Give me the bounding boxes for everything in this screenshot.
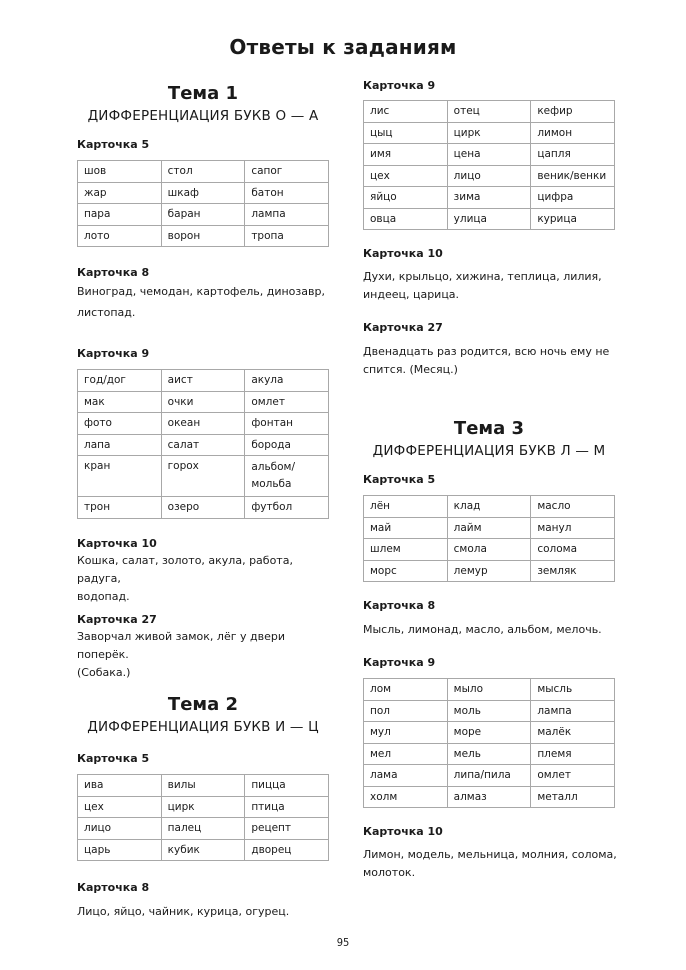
table-cell: борода: [245, 434, 329, 456]
t1-card10-text: [77, 552, 337, 606]
table-cell: холм: [364, 786, 448, 808]
table-row: [364, 539, 615, 561]
table-row: [78, 434, 329, 456]
text-line: Заворчал живой замок, лёг у двери поперёк.: [77, 630, 285, 661]
t2-card8-text: Лицо, яйцо, чайник, курица, огурец.: [77, 905, 290, 918]
table-row: [364, 722, 615, 744]
table-cell: море: [447, 722, 531, 744]
table-cell: алмаз: [447, 786, 531, 808]
table-row: [78, 370, 329, 392]
t3-card9-table: [363, 678, 615, 808]
table-cell: мел: [364, 743, 448, 765]
topic-2-title: Тема 2: [167, 694, 239, 715]
table-cell: тропа: [245, 225, 329, 247]
table-cell: [245, 456, 329, 497]
cell-line: мольба: [251, 478, 292, 490]
table-cell: цирк: [447, 122, 531, 144]
table-cell: лимон: [531, 122, 615, 144]
table-row: [78, 182, 329, 204]
cell-line: альбом/: [251, 461, 296, 473]
t2-card10-heading: Карточка 10: [363, 247, 443, 260]
table-cell: цена: [447, 144, 531, 166]
t1-card9-table: [77, 369, 329, 519]
table-cell: лапа: [78, 434, 162, 456]
text-line: Лимон, модель, мельница, молния, солома,: [363, 848, 617, 861]
table-cell: лампа: [531, 700, 615, 722]
table-cell: веник/венки: [531, 165, 615, 187]
table-cell: рецепт: [245, 818, 329, 840]
page-number: 95: [336, 936, 350, 949]
table-cell: имя: [364, 144, 448, 166]
table-cell: царь: [78, 839, 162, 861]
table-row: [78, 204, 329, 226]
table-cell: лис: [364, 101, 448, 123]
table-cell: шлем: [364, 539, 448, 561]
text-line: (Собака.): [77, 666, 131, 679]
table-cell: морс: [364, 560, 448, 582]
table-row: [364, 743, 615, 765]
t3-card9-heading: Карточка 9: [363, 656, 436, 669]
table-cell: трон: [78, 497, 162, 519]
t3-card5-table: [363, 495, 615, 582]
table-cell: отец: [447, 101, 531, 123]
table-cell: малёк: [531, 722, 615, 744]
t3-card5-heading: Карточка 5: [363, 473, 436, 486]
t2-card8-heading: Карточка 8: [77, 881, 150, 894]
table-cell: овца: [364, 208, 448, 230]
page-title: Ответы к заданиям: [229, 35, 457, 59]
topic-2-subtitle: ДИФФЕРЕНЦИАЦИЯ БУКВ И — Ц: [87, 719, 319, 735]
table-cell: мул: [364, 722, 448, 744]
table-cell: цапля: [531, 144, 615, 166]
table-cell: кубик: [161, 839, 245, 861]
table-row: [364, 496, 615, 518]
text-line: индеец, царица.: [363, 288, 460, 301]
table-row: [78, 775, 329, 797]
table-cell: акула: [245, 370, 329, 392]
table-cell: дворец: [245, 839, 329, 861]
table-cell: пара: [78, 204, 162, 226]
t3-card8-text: Мысль, лимонад, масло, альбом, мелочь.: [363, 623, 602, 636]
topic-1-header: [77, 83, 329, 125]
table-cell: цех: [78, 796, 162, 818]
table-cell: масло: [531, 496, 615, 518]
table-row: [364, 786, 615, 808]
table-row: [364, 187, 615, 209]
t2-card5-table: [77, 774, 329, 861]
table-cell: курица: [531, 208, 615, 230]
table-row: [364, 517, 615, 539]
table-cell: солома: [531, 539, 615, 561]
table-row: [364, 560, 615, 582]
table-row: [364, 144, 615, 166]
table-row: [78, 391, 329, 413]
table-cell: баран: [161, 204, 245, 226]
table-row: [364, 165, 615, 187]
table-cell: земляк: [531, 560, 615, 582]
t2-card10-text: [363, 268, 623, 304]
table-cell: лама: [364, 765, 448, 787]
table-row: [364, 208, 615, 230]
table-cell: лото: [78, 225, 162, 247]
topic-1-subtitle: ДИФФЕРЕНЦИАЦИЯ БУКВ О — А: [87, 108, 319, 124]
table-cell: племя: [531, 743, 615, 765]
table-cell: яйцо: [364, 187, 448, 209]
table-cell: липа/пила: [447, 765, 531, 787]
t1-card8-text: [77, 283, 337, 322]
table-cell: шов: [78, 161, 162, 183]
table-cell: лицо: [78, 818, 162, 840]
table-cell: смола: [447, 539, 531, 561]
table-row: [364, 765, 615, 787]
text-line: Духи, крыльцо, хижина, теплица, лилия,: [363, 270, 602, 283]
table-cell: океан: [161, 413, 245, 435]
table-cell: кефир: [531, 101, 615, 123]
table-cell: омлет: [245, 391, 329, 413]
table-cell: мель: [447, 743, 531, 765]
table-cell: лицо: [447, 165, 531, 187]
table-cell: стол: [161, 161, 245, 183]
table-cell: цех: [364, 165, 448, 187]
table-cell: омлет: [531, 765, 615, 787]
table-cell: кран: [78, 456, 162, 497]
table-row: [78, 161, 329, 183]
table-cell: фонтан: [245, 413, 329, 435]
t3-card10-heading: Карточка 10: [363, 825, 443, 838]
t1-card5-table: [77, 160, 329, 247]
table-row: [78, 839, 329, 861]
table-cell: мыло: [447, 679, 531, 701]
table-cell: лайм: [447, 517, 531, 539]
t3-card8-heading: Карточка 8: [363, 599, 436, 612]
t2-card27-text: [363, 343, 623, 379]
table-cell: горох: [161, 456, 245, 497]
table-cell: лемур: [447, 560, 531, 582]
table-row: [78, 225, 329, 247]
table-cell: ворон: [161, 225, 245, 247]
text-line: водопад.: [77, 590, 130, 603]
table-cell: клад: [447, 496, 531, 518]
table-row: [364, 700, 615, 722]
table-cell: лён: [364, 496, 448, 518]
text-line: листопад.: [77, 306, 136, 319]
table-cell: шкаф: [161, 182, 245, 204]
table-cell: манул: [531, 517, 615, 539]
table-row: [364, 101, 615, 123]
t1-card9-heading: Карточка 9: [77, 347, 150, 360]
t1-card8-heading: Карточка 8: [77, 266, 150, 279]
t1-card27-heading: Карточка 27: [77, 613, 157, 626]
text-line: Двенадцать раз родится, всю ночь ему не: [363, 345, 610, 358]
table-cell: мысль: [531, 679, 615, 701]
text-line: Виноград, чемодан, картофель, динозавр,: [77, 285, 325, 298]
text-line: спится. (Месяц.): [363, 363, 458, 376]
table-row: [78, 796, 329, 818]
t1-card27-text: [77, 628, 337, 682]
table-cell: ива: [78, 775, 162, 797]
table-cell: цыц: [364, 122, 448, 144]
table-row: [364, 679, 615, 701]
table-cell: лом: [364, 679, 448, 701]
table-cell: моль: [447, 700, 531, 722]
table-cell: батон: [245, 182, 329, 204]
table-cell: аист: [161, 370, 245, 392]
topic-3-title: Тема 3: [453, 418, 525, 439]
t2-card9-table: [363, 100, 615, 230]
table-cell: озеро: [161, 497, 245, 519]
table-cell: май: [364, 517, 448, 539]
table-row: [78, 818, 329, 840]
topic-2-header: [77, 694, 329, 736]
t3-card10-text: [363, 846, 623, 882]
table-cell: пицца: [245, 775, 329, 797]
table-cell: пол: [364, 700, 448, 722]
text-line: Кошка, салат, золото, акула, работа, радуга,: [77, 554, 293, 585]
table-cell: жар: [78, 182, 162, 204]
table-row: [78, 413, 329, 435]
table-cell: салат: [161, 434, 245, 456]
topic-3-subtitle: ДИФФЕРЕНЦИАЦИЯ БУКВ Л — М: [372, 443, 606, 459]
table-cell: металл: [531, 786, 615, 808]
table-cell: зима: [447, 187, 531, 209]
table-row: [78, 456, 329, 497]
table-cell: улица: [447, 208, 531, 230]
topic-1-title: Тема 1: [167, 83, 239, 104]
t1-card5-heading: Карточка 5: [77, 138, 150, 151]
table-row: [78, 497, 329, 519]
table-cell: вилы: [161, 775, 245, 797]
table-row: [364, 122, 615, 144]
table-cell: сапог: [245, 161, 329, 183]
table-cell: очки: [161, 391, 245, 413]
table-cell: год/дог: [78, 370, 162, 392]
table-cell: мак: [78, 391, 162, 413]
topic-3-header: [363, 418, 615, 460]
table-cell: футбол: [245, 497, 329, 519]
table-cell: птица: [245, 796, 329, 818]
table-cell: цифра: [531, 187, 615, 209]
table-cell: лампа: [245, 204, 329, 226]
t2-card5-heading: Карточка 5: [77, 752, 150, 765]
t1-card10-heading: Карточка 10: [77, 537, 157, 550]
table-cell: цирк: [161, 796, 245, 818]
table-cell: фото: [78, 413, 162, 435]
text-line: молоток.: [363, 866, 416, 879]
table-cell: палец: [161, 818, 245, 840]
t2-card27-heading: Карточка 27: [363, 321, 443, 334]
t2-card9-heading: Карточка 9: [363, 79, 436, 92]
